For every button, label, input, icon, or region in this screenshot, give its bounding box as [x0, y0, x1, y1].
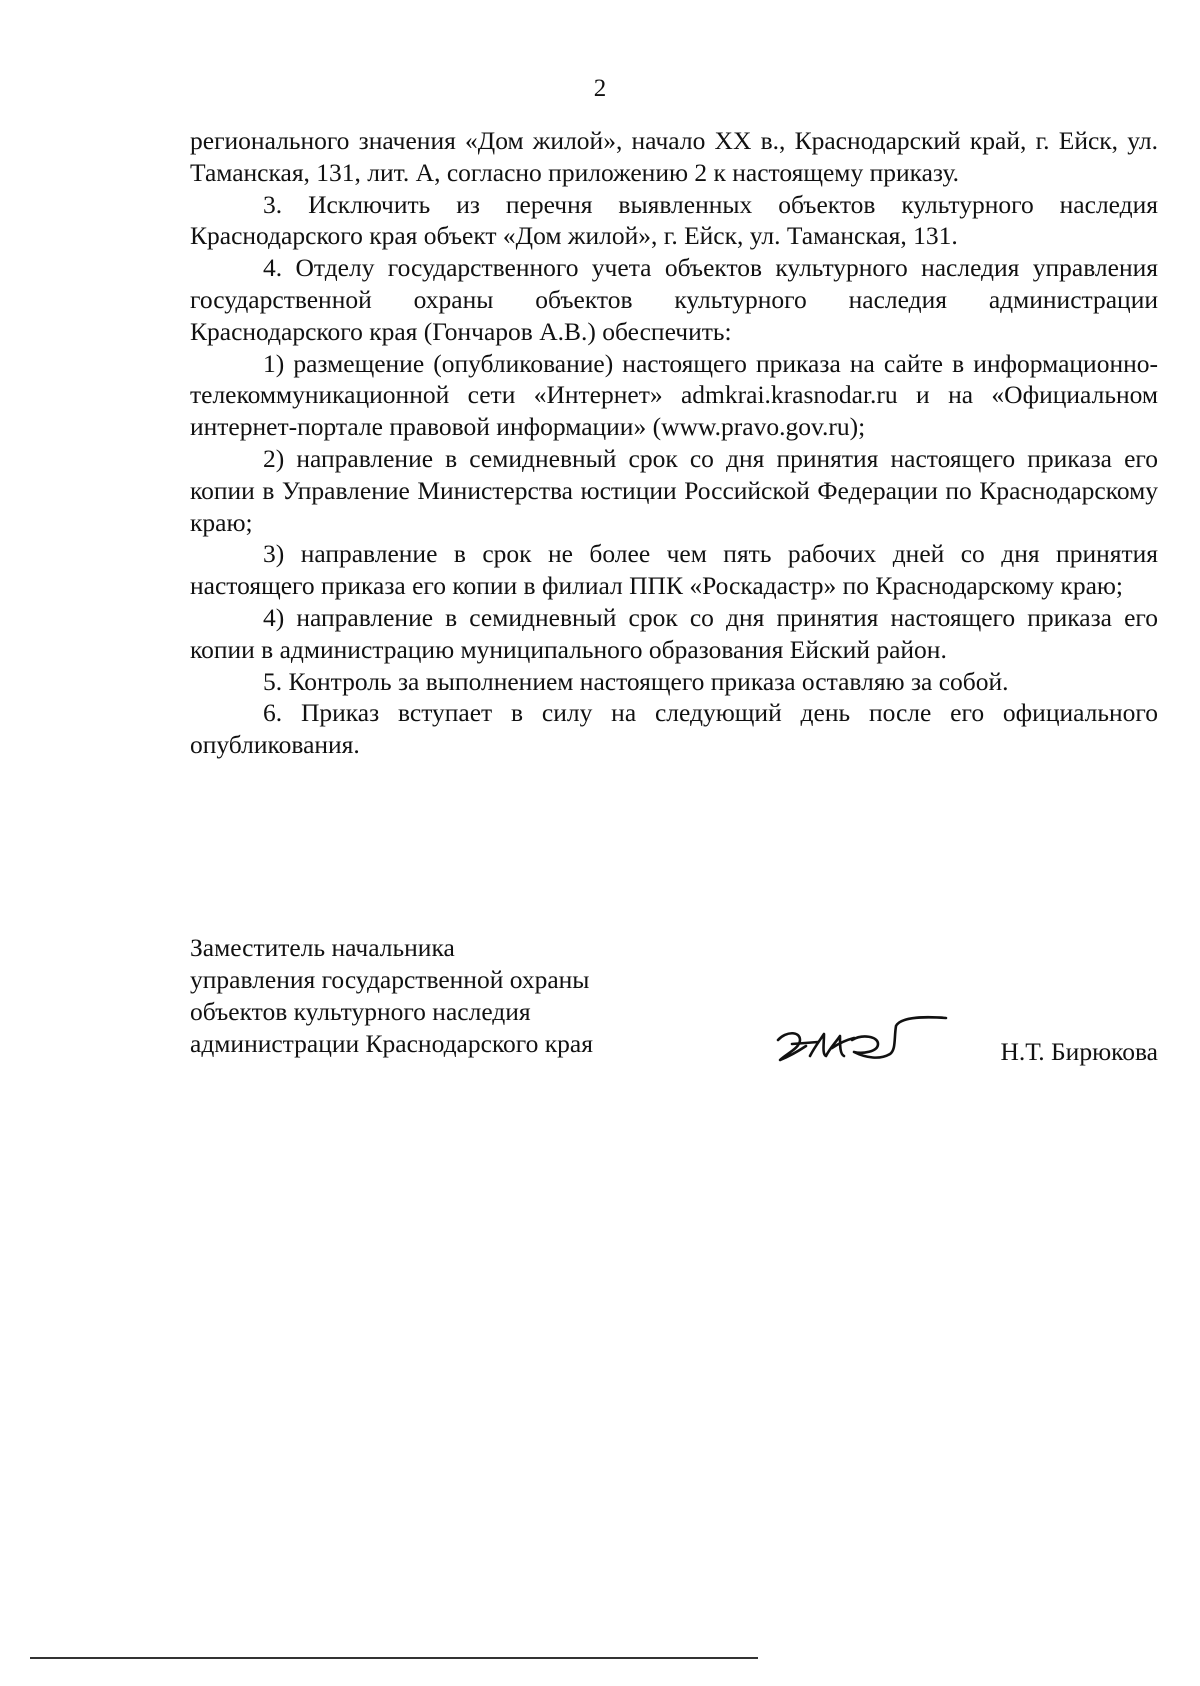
paragraph-continuation: регионального значения «Дом жилой», начало XX в., Краснодарский край, г. Ейск, ул. Таманская, 131, лит. А, согласно приложению 2 к настоящему приказу. — [190, 126, 1158, 187]
footer-divider — [30, 1657, 758, 1659]
signatory-title-line: администрации Краснодарского края — [190, 1029, 593, 1058]
subitem-4-1: 1) размещение (опубликование) настоящего приказа на сайте в информационно-телекоммуникационной сети «Интернет» admkrai.krasnodar.ru и на «Официальном интернет-портале правовой информации» (www.pravo.gov.ru); — [190, 348, 1158, 442]
handwritten-signature — [770, 1010, 950, 1070]
paragraph-item-3: 3. Исключить из перечня выявленных объектов культурного наследия Краснодарского края объект «Дом жилой», г. Ейск, ул. Таманская, 131. — [190, 189, 1158, 251]
page-number: 2 — [593, 75, 607, 102]
signatory-title-line: управления государственной охраны — [190, 965, 590, 994]
signatory-name: Н.Т. Бирюкова — [1000, 1037, 1158, 1066]
paragraph-item-5: 5. Контроль за выполнением настоящего приказа оставляю за собой. — [263, 666, 1009, 696]
subitem-4-4: 4) направление в семидневный срок со дня принятия настоящего приказа его копии в администрацию муниципального образования Ейский район. — [190, 602, 1158, 664]
subitem-4-3: 3) направление в срок не более чем пять рабочих дней со дня принятия настоящего приказа его копии в филиал ППК «Роскадастр» по Краснодарскому краю; — [190, 539, 1158, 601]
signature-block — [190, 932, 1158, 1072]
paragraph-item-6: 6. Приказ вступает в силу на следующий день после его официального опубликования. — [190, 698, 1158, 760]
paragraph-item-4: 4. Отделу государственного учета объектов культурного наследия управления государственной охраны объектов культурного наследия администрации Краснодарского края (Гончаров А.В.) обеспечить: — [190, 253, 1158, 346]
document-body — [190, 125, 1158, 761]
signatory-title-line: Заместитель начальника — [190, 933, 455, 962]
subitem-4-2: 2) направление в семидневный срок со дня принятия настоящего приказа его копии в Управление Министерства юстиции Российской Федерации по Краснодарскому краю; — [190, 443, 1158, 537]
signatory-title — [190, 932, 710, 1060]
signatory-title-line: объектов культурного наследия — [190, 997, 531, 1026]
